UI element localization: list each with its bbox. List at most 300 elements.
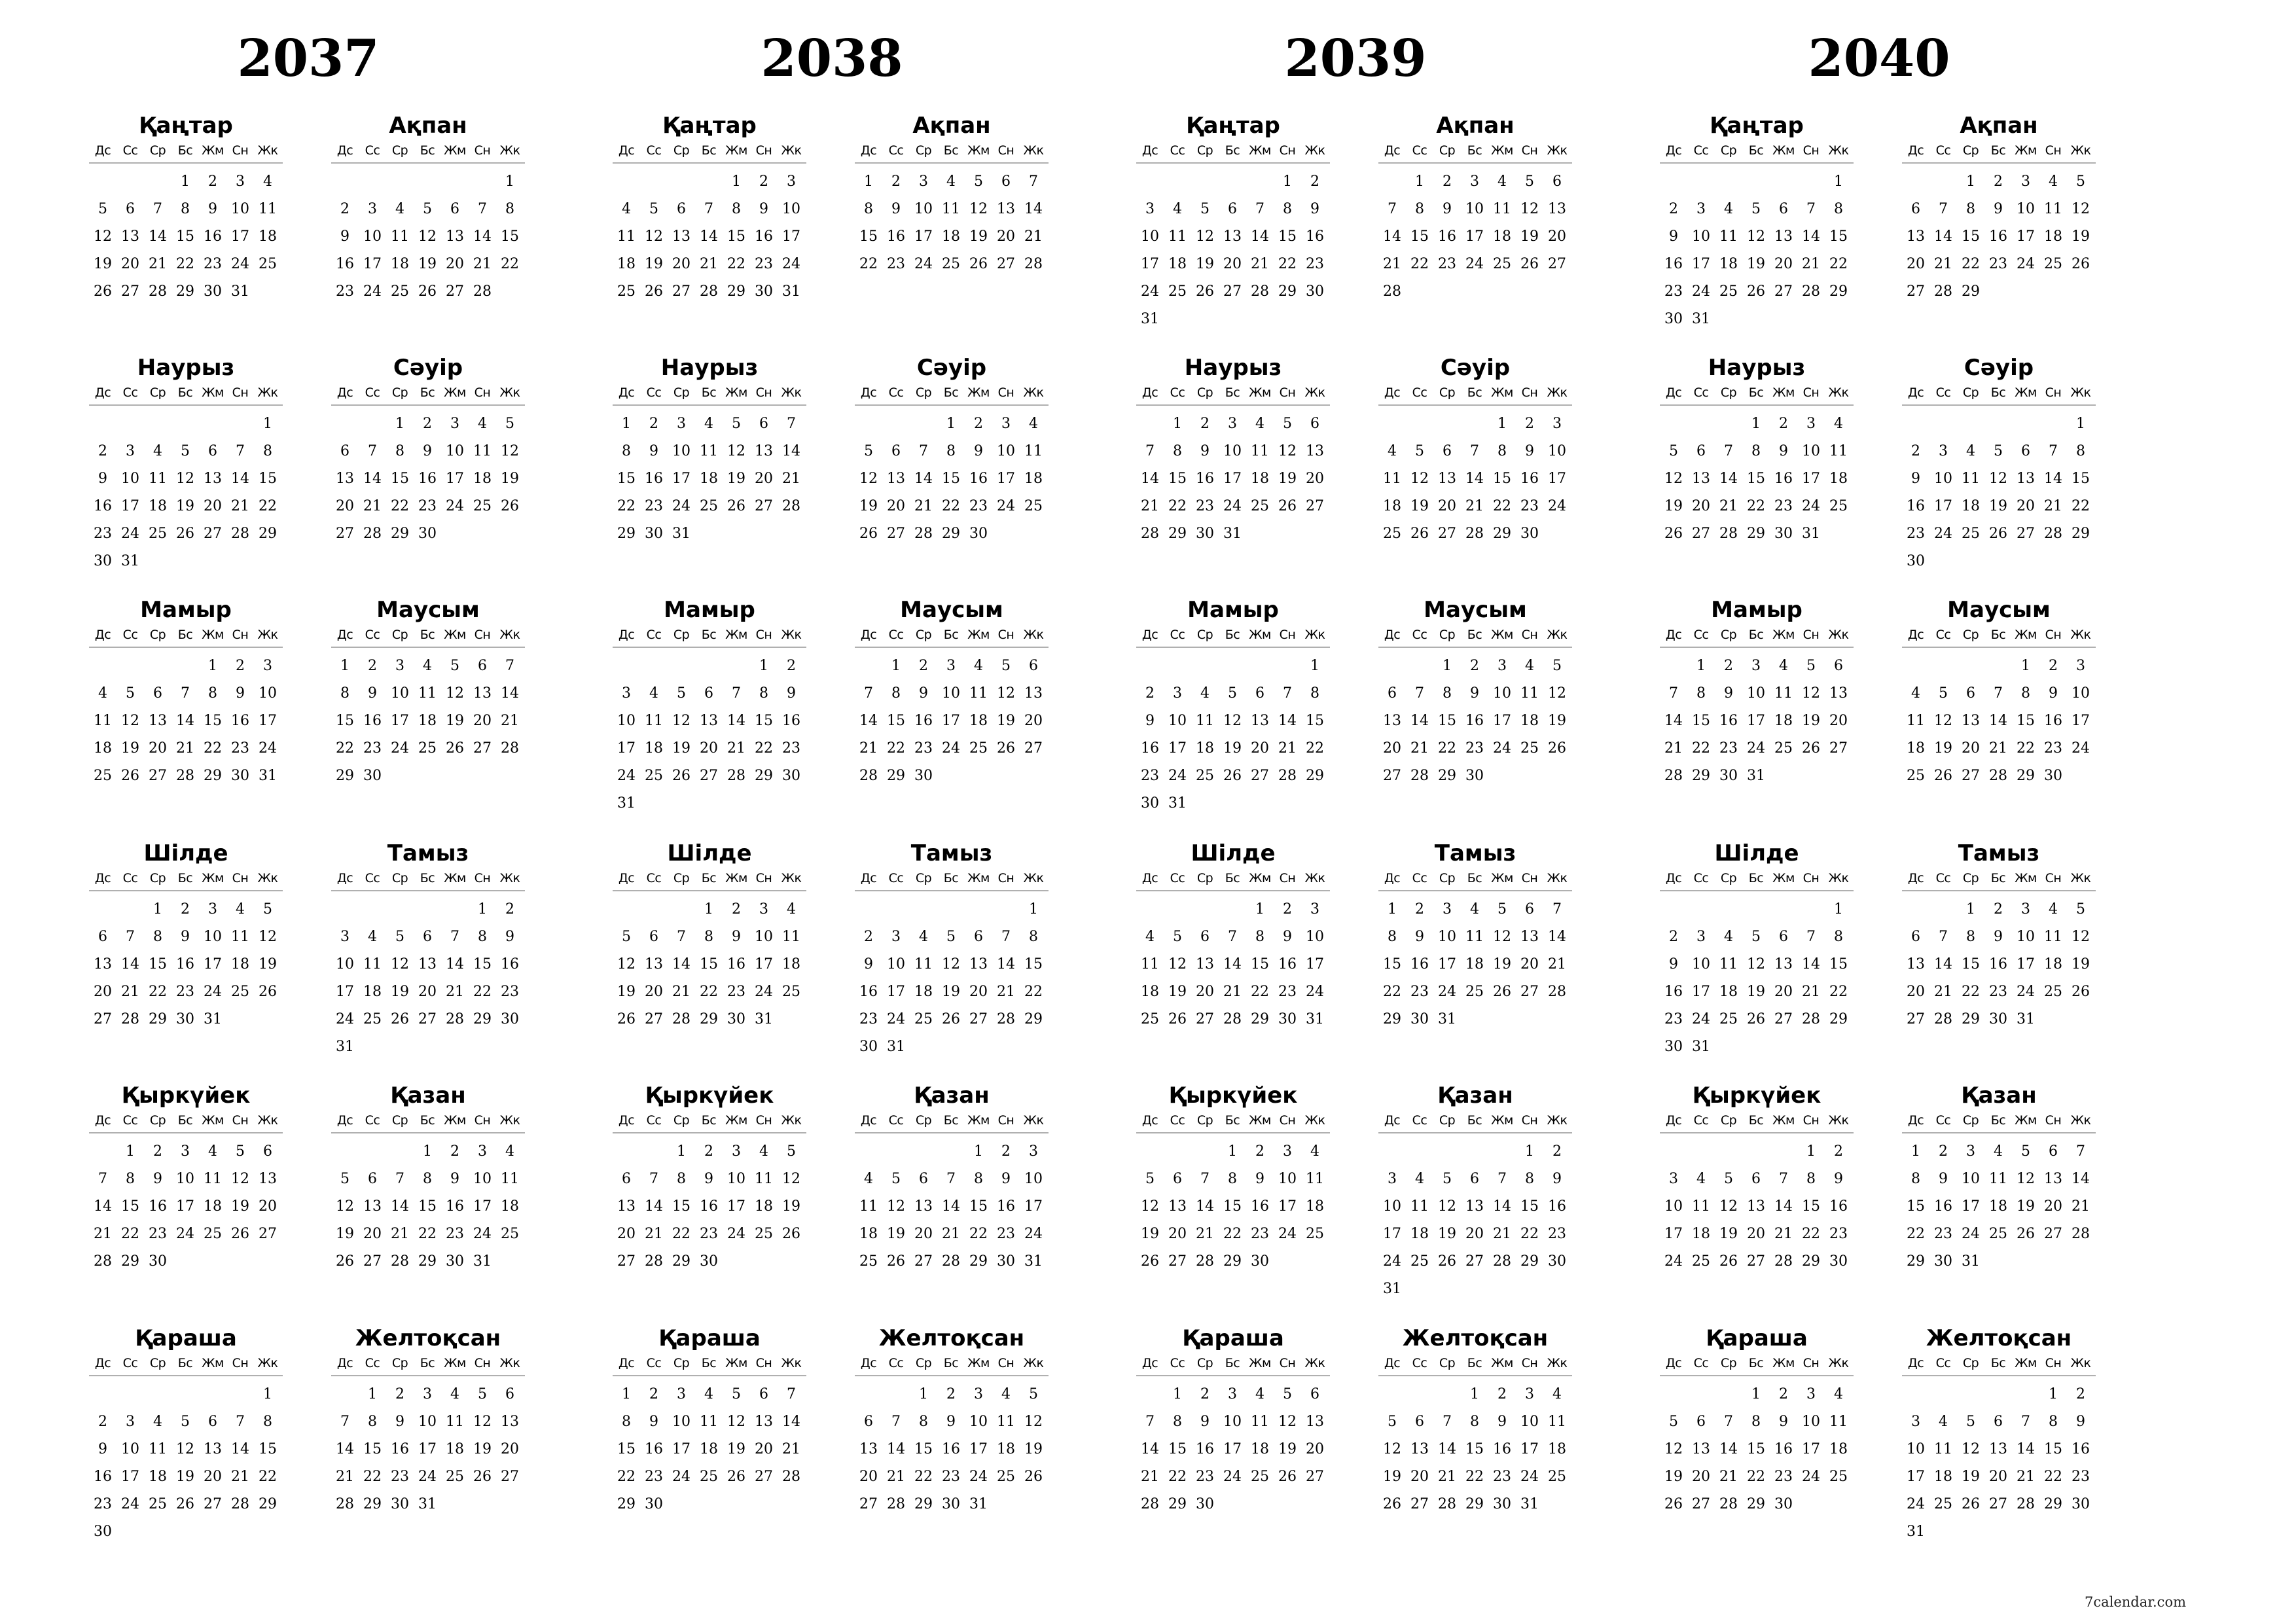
empty-day [1191, 897, 1219, 924]
day-cell: 20 [1168, 1226, 1187, 1242]
day-cell: 27 [887, 526, 905, 542]
week-row [89, 681, 283, 708]
day-grid [89, 1382, 283, 1546]
empty-day [1406, 1139, 1433, 1166]
day-cell: 15 [1383, 956, 1401, 972]
weekday-label: Бс [1225, 871, 1240, 885]
day-cell: 2 [1834, 1143, 1843, 1160]
day-cell: 4 [946, 173, 956, 190]
day-cell: 11 [859, 1198, 878, 1215]
day-cell: 7 [126, 929, 135, 945]
day-cell: 25 [1306, 1226, 1324, 1242]
day-cell: 17 [1548, 471, 1566, 487]
weekday-label: Сс [646, 628, 662, 642]
weekday-label: Дс [1141, 628, 1158, 642]
weekday-label: Бс [1748, 1356, 1764, 1370]
day-cell: 21 [914, 498, 933, 514]
week-row [331, 466, 525, 493]
week-row [1660, 952, 1854, 979]
day-cell: 1 [1911, 1143, 1920, 1160]
day-cell: 17 [418, 1441, 437, 1457]
weekday-label: Сс [1693, 385, 1709, 400]
day-cell: 10 [204, 929, 222, 945]
day-cell: 5 [263, 901, 272, 918]
day-cell: 7 [98, 1171, 107, 1187]
day-cell: 18 [1196, 740, 1214, 757]
day-cell: 14 [1664, 713, 1683, 729]
day-cell: 1 [704, 901, 713, 918]
day-cell: 24 [727, 1226, 745, 1242]
month-10 [1902, 1081, 2096, 1276]
day-cell: 21 [1141, 1469, 1159, 1485]
day-cell: 4 [622, 201, 631, 217]
weekday-label: Дс [94, 143, 111, 158]
empty-day [2039, 411, 2067, 438]
week-row [1660, 708, 1854, 736]
day-cell: 11 [1829, 1414, 1848, 1430]
weekday-header [1378, 868, 1572, 891]
day-cell: 5 [649, 201, 658, 217]
day-cell: 28 [336, 1496, 354, 1512]
day-cell: 26 [2072, 256, 2090, 272]
weekday-label: Дс [860, 871, 877, 885]
week-row [1136, 466, 1330, 493]
day-cell: 2 [787, 658, 796, 674]
day-cell: 20 [1747, 1226, 1765, 1242]
day-cell: 20 [149, 740, 167, 757]
day-cell: 19 [969, 228, 988, 245]
month-name: Қараша [658, 1325, 761, 1351]
day-cell: 21 [1196, 1226, 1214, 1242]
week-row [613, 681, 806, 708]
day-cell: 7 [1779, 1171, 1788, 1187]
day-cell: 10 [1306, 929, 1324, 945]
day-cell: 5 [622, 929, 631, 945]
week-row [331, 681, 525, 708]
day-cell: 12 [1223, 713, 1242, 729]
day-cell: 9 [1310, 201, 1319, 217]
day-cell: 15 [259, 1441, 277, 1457]
day-cell: 7 [1994, 685, 2003, 702]
day-cell: 27 [473, 740, 492, 757]
day-grid [89, 653, 283, 791]
day-cell: 24 [1465, 256, 1484, 272]
weekday-label: Сс [646, 143, 662, 158]
day-cell: 30 [231, 768, 249, 784]
week-row [89, 224, 283, 251]
weekday-label: Бс [1225, 1113, 1240, 1128]
week-row [331, 952, 525, 979]
day-cell: 14 [121, 956, 139, 972]
week-row [89, 1249, 283, 1276]
empty-day [441, 897, 469, 924]
day-cell: 20 [1196, 984, 1214, 1000]
day-cell: 21 [1410, 740, 1429, 757]
day-cell: 27 [1989, 1496, 2007, 1512]
day-cell: 5 [1029, 1386, 1038, 1402]
day-cell: 27 [1438, 526, 1456, 542]
day-cell: 18 [1692, 1226, 1710, 1242]
week-row [1902, 411, 2096, 438]
empty-day [1191, 1139, 1219, 1166]
day-cell: 27 [446, 283, 464, 300]
empty-day [723, 653, 750, 681]
month-name: Маусым [1424, 597, 1527, 623]
day-cell: 3 [423, 1386, 432, 1402]
day-cell: 29 [259, 526, 277, 542]
day-cell: 15 [363, 1441, 382, 1457]
empty-day [117, 653, 144, 681]
day-cell: 6 [1200, 929, 1210, 945]
day-cell: 26 [1410, 526, 1429, 542]
day-cell: 21 [2044, 498, 2062, 514]
empty-day [640, 1139, 668, 1166]
day-cell: 31 [336, 1039, 354, 1055]
day-cell: 12 [1383, 1441, 1401, 1457]
month-name: Тамыз [1958, 840, 2040, 866]
day-cell: 20 [418, 984, 437, 1000]
weekday-label: Жм [444, 871, 466, 885]
day-cell: 2 [236, 658, 245, 674]
day-cell: 31 [1692, 311, 1710, 327]
day-cell: 3 [1001, 416, 1011, 432]
day-cell: 24 [1383, 1253, 1401, 1270]
day-cell: 13 [501, 1414, 519, 1430]
day-cell: 17 [1223, 471, 1242, 487]
day-cell: 28 [782, 1469, 800, 1485]
day-cell: 8 [1388, 929, 1397, 945]
day-cell: 9 [649, 1414, 658, 1430]
day-cell: 15 [1802, 1198, 1820, 1215]
day-cell: 6 [1310, 1386, 1319, 1402]
month-1 [1660, 111, 1854, 334]
day-cell: 8 [1834, 929, 1843, 945]
day-cell: 28 [1278, 768, 1297, 784]
day-cell: 13 [1024, 685, 1043, 702]
week-row [1660, 1491, 1854, 1519]
week-row [89, 1007, 283, 1034]
day-cell: 31 [617, 795, 636, 812]
week-row [855, 438, 1049, 466]
day-cell: 28 [1383, 283, 1401, 300]
week-row [1660, 1007, 1854, 1034]
day-cell: 30 [859, 1039, 878, 1055]
week-row [89, 1464, 283, 1491]
day-cell: 7 [478, 201, 487, 217]
month-name: Сәуір [1964, 355, 2034, 381]
day-cell: 14 [1774, 1198, 1793, 1215]
day-cell: 31 [887, 1039, 905, 1055]
weekday-label: Жк [1304, 628, 1325, 642]
day-cell: 24 [1493, 740, 1511, 757]
month-1 [89, 111, 283, 306]
day-cell: 8 [919, 1414, 928, 1430]
day-cell: 19 [1719, 1226, 1738, 1242]
month-name: Қаңтар [1710, 113, 1804, 139]
day-cell: 16 [755, 228, 773, 245]
day-cell: 28 [2072, 1226, 2090, 1242]
day-cell: 8 [1228, 1171, 1237, 1187]
empty-day [117, 411, 144, 438]
week-row [331, 411, 525, 438]
day-cell: 30 [2044, 768, 2062, 784]
day-cell: 3 [1806, 416, 1816, 432]
weekday-label: Ср [1962, 628, 1979, 642]
day-cell: 5 [126, 685, 135, 702]
day-cell: 9 [1498, 1414, 1507, 1430]
day-cell: 3 [1388, 1171, 1397, 1187]
day-cell: 3 [1552, 416, 1562, 432]
day-cell: 22 [859, 256, 878, 272]
day-cell: 21 [1774, 1226, 1793, 1242]
weekday-label: Бс [1225, 628, 1240, 642]
month-6 [331, 596, 525, 791]
day-cell: 24 [121, 1496, 139, 1512]
day-cell: 21 [1278, 740, 1297, 757]
day-cell: 24 [1934, 526, 1952, 542]
day-cell: 4 [759, 1143, 768, 1160]
day-cell: 24 [1278, 1226, 1297, 1242]
day-cell: 5 [236, 1143, 245, 1160]
day-cell: 1 [153, 901, 162, 918]
day-cell: 16 [1774, 471, 1793, 487]
weekday-label: Сн [474, 1113, 491, 1128]
day-cell: 10 [1493, 685, 1511, 702]
day-cell: 7 [2049, 443, 2058, 459]
day-cell: 16 [2072, 1441, 2090, 1457]
week-row [613, 279, 806, 306]
day-grid [89, 169, 283, 306]
day-cell: 15 [1465, 1441, 1484, 1457]
day-cell: 25 [1168, 283, 1187, 300]
month-11 [1660, 1324, 1854, 1519]
weekday-label: Жк [499, 1113, 520, 1128]
day-cell: 21 [997, 984, 1015, 1000]
empty-day [640, 653, 668, 681]
day-cell: 8 [2076, 443, 2085, 459]
week-row [1902, 1409, 2096, 1436]
day-cell: 19 [1747, 984, 1765, 1000]
weekday-label: Жм [444, 628, 466, 642]
day-cell: 19 [1493, 956, 1511, 972]
weekday-label: Ср [149, 871, 166, 885]
day-cell: 17 [782, 228, 800, 245]
weekday-header [1902, 624, 2096, 648]
weekday-label: Сс [888, 1356, 904, 1370]
day-cell: 26 [1024, 1469, 1043, 1485]
day-cell: 19 [1223, 740, 1242, 757]
weekday-label: Жк [1304, 1356, 1325, 1370]
day-cell: 24 [473, 1226, 492, 1242]
day-cell: 24 [1747, 740, 1765, 757]
day-cell: 19 [1962, 1469, 1980, 1485]
day-cell: 29 [617, 1496, 636, 1512]
day-cell: 6 [1779, 201, 1788, 217]
day-cell: 20 [1306, 1441, 1324, 1457]
week-row [1136, 1249, 1330, 1276]
day-cell: 14 [336, 1441, 354, 1457]
day-cell: 18 [1410, 1226, 1429, 1242]
day-cell: 20 [1306, 471, 1324, 487]
day-cell: 20 [887, 498, 905, 514]
day-cell: 5 [946, 929, 956, 945]
day-cell: 6 [677, 201, 686, 217]
day-cell: 4 [2049, 901, 2058, 918]
day-cell: 21 [231, 1469, 249, 1485]
day-cell: 8 [423, 1171, 432, 1187]
day-cell: 3 [126, 443, 135, 459]
day-cell: 21 [1719, 498, 1738, 514]
day-cell: 3 [732, 1143, 741, 1160]
day-cell: 18 [1719, 984, 1738, 1000]
weekday-label: Жм [1249, 1356, 1271, 1370]
day-cell: 17 [121, 498, 139, 514]
day-cell: 6 [153, 685, 162, 702]
weekday-label: Сн [755, 628, 772, 642]
day-cell: 30 [1465, 768, 1484, 784]
day-cell: 15 [755, 713, 773, 729]
day-cell: 1 [1310, 658, 1319, 674]
day-cell: 21 [700, 256, 718, 272]
week-row [89, 1519, 283, 1546]
day-cell: 17 [887, 984, 905, 1000]
day-cell: 23 [391, 1469, 409, 1485]
day-cell: 15 [336, 713, 354, 729]
day-cell: 14 [1719, 1441, 1738, 1457]
week-row [331, 1464, 525, 1491]
day-cell: 5 [677, 685, 686, 702]
weekday-label: Ср [1720, 143, 1737, 158]
empty-day [1742, 169, 1770, 196]
day-cell: 6 [505, 1386, 514, 1402]
empty-day [910, 1139, 937, 1166]
day-cell: 4 [505, 1143, 514, 1160]
day-cell: 6 [208, 443, 217, 459]
day-cell: 29 [617, 526, 636, 542]
day-cell: 22 [1747, 498, 1765, 514]
week-row [1136, 196, 1330, 224]
weekday-label: Сс [1935, 143, 1951, 158]
day-cell: 4 [1834, 1386, 1843, 1402]
week-row [89, 763, 283, 791]
day-cell: 29 [1747, 526, 1765, 542]
weekday-label: Ср [1196, 871, 1213, 885]
day-cell: 28 [2017, 1496, 2035, 1512]
weekday-label: Жм [444, 1113, 466, 1128]
day-cell: 11 [969, 685, 988, 702]
empty-day [89, 897, 117, 924]
empty-day [1742, 897, 1770, 924]
empty-day [1164, 653, 1191, 681]
day-cell: 2 [1669, 929, 1678, 945]
day-cell: 30 [1774, 1496, 1793, 1512]
day-cell: 29 [1493, 526, 1511, 542]
weekday-label: Сн [755, 1113, 772, 1128]
day-cell: 13 [1383, 713, 1401, 729]
day-cell: 27 [1774, 1011, 1793, 1027]
day-grid [1660, 169, 1854, 334]
day-cell: 7 [1200, 1171, 1210, 1187]
day-cell: 4 [1911, 685, 1920, 702]
day-cell: 7 [1806, 929, 1816, 945]
weekday-label: Бс [1467, 871, 1482, 885]
month-name: Қараша [1182, 1325, 1284, 1351]
day-cell: 13 [1306, 1414, 1324, 1430]
weekday-label: Дс [336, 628, 353, 642]
empty-day [199, 411, 226, 438]
day-cell: 26 [969, 256, 988, 272]
day-cell: 30 [2072, 1496, 2090, 1512]
week-row [855, 681, 1049, 708]
empty-day [882, 1139, 910, 1166]
month-3 [1136, 353, 1330, 548]
day-cell: 25 [1719, 1011, 1738, 1027]
week-row [331, 169, 525, 196]
day-cell: 22 [501, 256, 519, 272]
day-cell: 30 [1493, 1496, 1511, 1512]
day-cell: 28 [1141, 1496, 1159, 1512]
day-cell: 19 [121, 740, 139, 757]
day-cell: 26 [859, 526, 878, 542]
weekday-label: Жм [202, 143, 224, 158]
day-cell: 23 [1829, 1226, 1848, 1242]
day-cell: 17 [997, 471, 1015, 487]
weekday-header [1378, 1353, 1572, 1376]
day-cell: 29 [1383, 1011, 1401, 1027]
weekday-label: Жм [1772, 1113, 1795, 1128]
day-cell: 26 [1989, 526, 2007, 542]
month-name: Қараша [135, 1325, 237, 1351]
day-cell: 9 [787, 685, 796, 702]
day-cell: 2 [891, 173, 901, 190]
day-cell: 4 [1310, 1143, 1319, 1160]
weekday-label: Жк [257, 1113, 278, 1128]
day-cell: 9 [974, 443, 983, 459]
day-cell: 19 [645, 256, 663, 272]
weekday-label: Ср [1962, 871, 1979, 885]
day-cell: 9 [423, 443, 432, 459]
day-cell: 12 [782, 1171, 800, 1187]
day-cell: 23 [1438, 256, 1456, 272]
day-cell: 11 [363, 956, 382, 972]
week-row [331, 979, 525, 1007]
day-cell: 18 [942, 228, 960, 245]
day-cell: 6 [2049, 1143, 2058, 1160]
day-cell: 3 [677, 1386, 686, 1402]
day-grid [1136, 653, 1330, 818]
day-cell: 10 [1802, 443, 1820, 459]
day-cell: 18 [446, 1441, 464, 1457]
week-row [855, 1464, 1049, 1491]
month-4 [331, 353, 525, 548]
day-cell: 17 [1747, 713, 1765, 729]
empty-day [882, 411, 910, 438]
day-cell: 8 [1696, 685, 1706, 702]
day-cell: 20 [755, 1441, 773, 1457]
weekday-label: Ср [673, 385, 690, 400]
weekday-label: Жм [202, 1113, 224, 1128]
day-cell: 17 [446, 471, 464, 487]
day-cell: 10 [1664, 1198, 1683, 1215]
empty-day [386, 897, 414, 924]
day-cell: 23 [859, 1011, 878, 1027]
day-cell: 3 [1806, 1386, 1816, 1402]
day-cell: 10 [259, 685, 277, 702]
day-cell: 28 [1223, 1011, 1242, 1027]
day-grid [1136, 897, 1330, 1034]
day-cell: 28 [1802, 283, 1820, 300]
day-cell: 14 [1196, 1198, 1214, 1215]
